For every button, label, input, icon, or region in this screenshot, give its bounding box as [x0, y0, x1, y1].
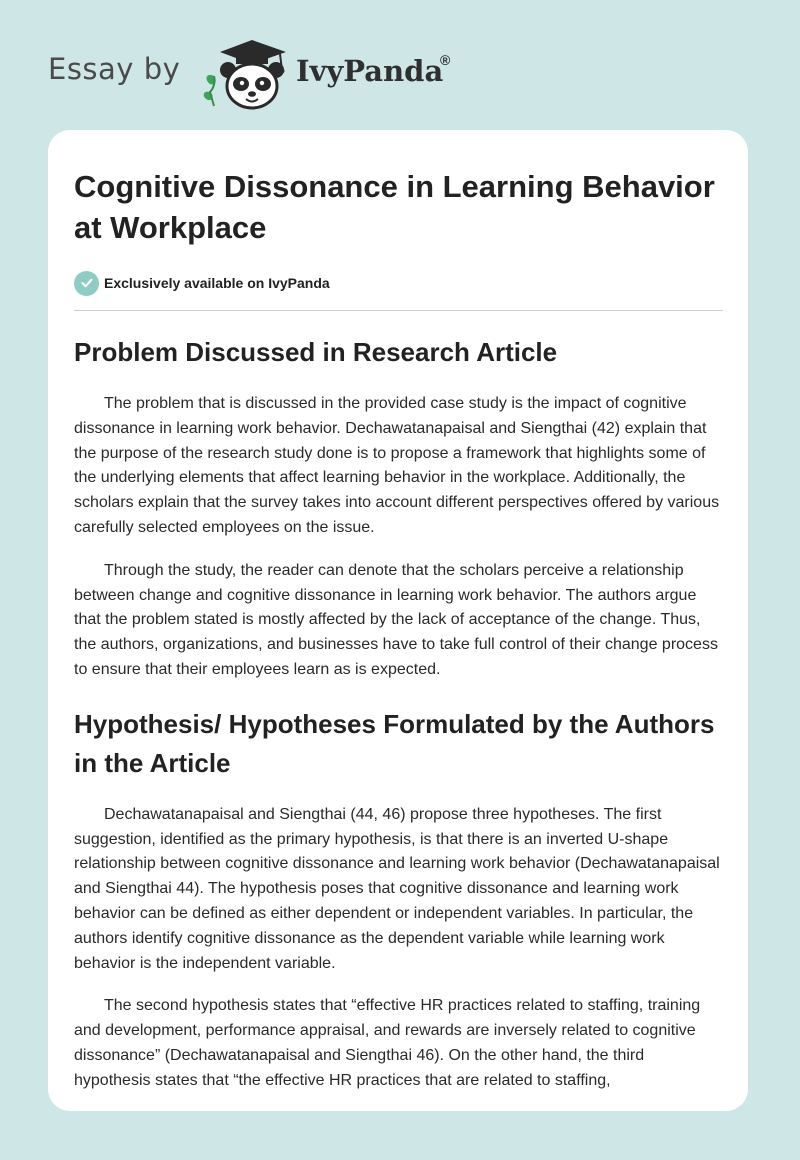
paragraph: Through the study, the reader can denote that the scholars perceive a relationship between change and cognitive dissonance in learning work behavior. The authors argue that the problem stated is mostly affected by the lack of acceptance of the change. Thus, the authors, organizations, and businesses have to take full control of their change process to ensure that their employees learn as is expected.	[74, 561, 718, 678]
check-circle-icon	[74, 271, 99, 296]
brand-name[interactable]: IvyPanda	[296, 54, 444, 88]
essay-by-label: Essay by	[48, 52, 181, 86]
site-header	[0, 0, 800, 128]
paragraph: The problem that is discussed in the provided case study is the impact of cognitive dissonance in learning work behavior. Dechawatanapaisal and Siengthai (42) explain that the purpose of the research study done is to propose a framework that highlights some of the underlying elements that affect learning behavior in the workplace. Additionally, the scholars explain that the survey takes into account different perspectives offered by various carefully selected employees on the issue.	[74, 395, 720, 536]
article-card	[48, 130, 748, 1111]
article-content	[74, 130, 724, 1094]
article-title: Cognitive Dissonance in Learning Behavior at Workplace	[74, 169, 715, 245]
section-heading-hypotheses: Hypothesis/ Hypotheses Formulated by the Authors in the Article	[74, 708, 715, 778]
panda-graduate-logo-icon[interactable]	[200, 36, 292, 112]
divider	[74, 310, 723, 311]
paragraph: Dechawatanapaisal and Siengthai (44, 46) propose three hypotheses. The first suggestion, identified as the primary hypothesis, is that there is an inverted U-shape relationship between cognitive dissonance and learning work behavior (Dechawatanapaisal and Siengthai 44). The hypothesis poses that cognitive dissonance and learning work behavior can be defined as either dependent or independent variables. In particular, the authors identify cognitive dissonance as the dependent variable while learning work behavior is the independent variable.	[74, 805, 720, 972]
section-heading-problem: Problem Discussed in Research Article	[74, 337, 558, 367]
paragraph: The second hypothesis states that “effective HR practices related to staffing, training and development, performance appraisal, and rewards are inversely related to cognitive dissonance” (Dechawatanapaisal and Siengthai 46). On the other hand, the third hypothesis states that “the effective HR practices that are related to staffing,	[74, 997, 701, 1089]
registered-mark: ®	[440, 52, 451, 68]
exclusive-label: Exclusively available on IvyPanda	[104, 275, 330, 291]
exclusive-badge	[74, 270, 724, 296]
